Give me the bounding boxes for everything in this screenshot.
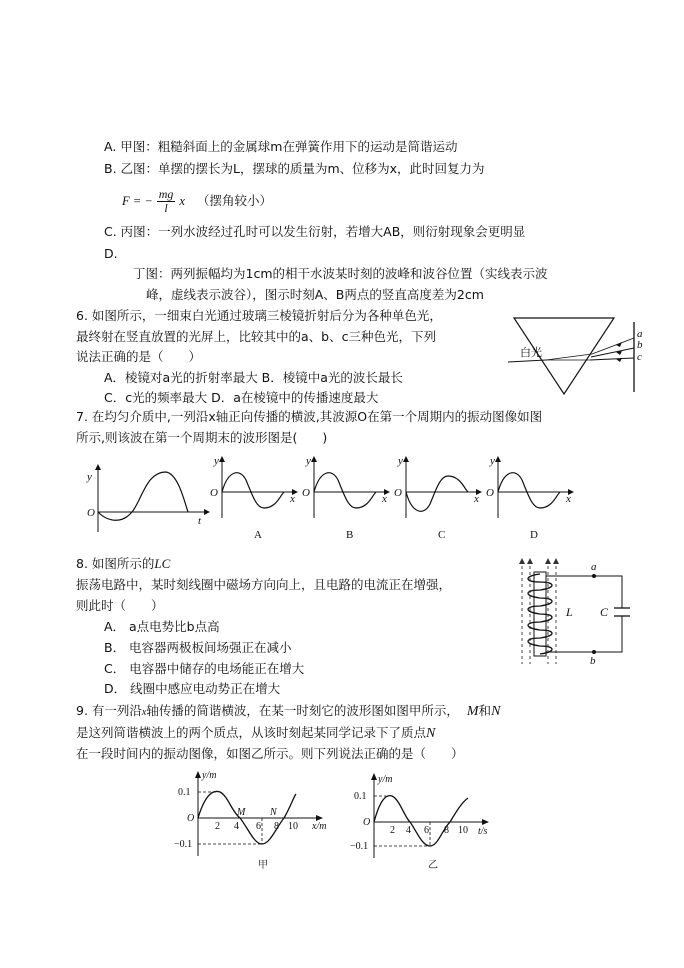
option-d-graph <box>486 455 574 541</box>
svg-text:x: x <box>290 493 295 505</box>
q6-options-ab: A．棱镜对a光的折射率最大 B．棱镜中a光的波长最长 <box>104 370 403 385</box>
svg-text:6: 6 <box>424 825 429 836</box>
q6-stem-line2: 最终射在竖直放置的光屏上，比较其中的a、b、c三种色光，下列 <box>76 329 436 344</box>
svg-text:0.1: 0.1 <box>354 791 367 802</box>
q9-stem-line1: 9. 有一列沿x轴传播的简谐横波，在某一时刻它的波形图如图甲所示， M和N <box>76 703 501 719</box>
q6-stem-line3: 说法正确的是（ ） <box>76 349 202 364</box>
q5-option-d-line2: 峰，虚线表示波谷），图示时刻A、B两点的竖直高度差为2cm <box>146 287 484 302</box>
label-b: b <box>637 339 643 351</box>
svg-text:L: L <box>566 605 573 619</box>
q8-option-d: D． 线圈中感应电动势正在增大 <box>104 681 281 696</box>
option-a-graph <box>210 455 298 541</box>
svg-text:0.1: 0.1 <box>178 787 191 798</box>
svg-text:O: O <box>87 507 95 519</box>
label-c: c <box>637 351 642 363</box>
svg-text:y: y <box>490 455 495 467</box>
option-label: A <box>254 529 262 541</box>
q8-option-c: C． 电容器中储存的电场能正在增大 <box>104 661 305 676</box>
ray-c <box>590 358 634 360</box>
ray-a-inside <box>546 354 592 360</box>
svg-text:O: O <box>486 487 494 499</box>
q6-stem-line1: 6. 如图所示，一细束白光通过玻璃三棱镜折射后分为各种单色光， <box>76 308 442 323</box>
q8-option-a: A． a点电势比b点高 <box>104 619 220 634</box>
lc-symbol: LC <box>154 556 171 571</box>
ray-a <box>592 338 634 354</box>
formula-fraction <box>157 188 176 215</box>
incident-ray <box>508 360 546 362</box>
formula-x: x <box>179 194 185 208</box>
svg-text:10: 10 <box>288 821 298 832</box>
svg-text:O: O <box>187 813 195 824</box>
svg-text:C: C <box>600 605 609 619</box>
svg-text:4: 4 <box>234 821 239 832</box>
option-c-graph <box>394 455 482 541</box>
white-light-label: 白光 <box>520 346 542 359</box>
q7-stem-line2: 所示,则该波在第一个周期末的波形图是( ) <box>76 430 328 445</box>
source-vibration-graph <box>86 464 210 532</box>
svg-text:x: x <box>566 493 571 505</box>
svg-text:−0.1: −0.1 <box>350 841 369 852</box>
svg-text:x: x <box>474 493 479 505</box>
q5-option-d: D. <box>104 246 118 261</box>
formula-lhs: F = − <box>122 194 153 208</box>
q5-formula <box>122 186 272 216</box>
svg-text:a: a <box>591 561 597 573</box>
option-label: B <box>346 529 354 541</box>
option-label: C <box>438 529 446 541</box>
svg-text:2: 2 <box>215 821 220 832</box>
svg-text:6: 6 <box>256 821 261 832</box>
svg-text:O: O <box>210 487 218 499</box>
lc-circuit-figure <box>516 558 636 670</box>
q7-stem-line1: 7. 在均匀介质中,一列沿x轴正向传播的横波,其波源O在第一个周期内的振动图像如图 <box>76 409 543 424</box>
svg-text:t: t <box>198 515 202 527</box>
svg-text:O: O <box>363 817 371 828</box>
svg-text:y: y <box>306 455 311 467</box>
q8-stem-line3: 则此时（ ） <box>76 598 164 613</box>
q9-figure-yi <box>346 772 516 872</box>
svg-text:x/m: x/m <box>312 821 327 832</box>
ray-b <box>591 348 634 357</box>
q9-stem-line2: 是这列简谐横波上的两个质点，从该时刻起某同学记录下了质点N <box>76 725 436 741</box>
svg-text:甲: 甲 <box>258 860 268 871</box>
svg-text:b: b <box>590 655 596 667</box>
svg-text:O: O <box>394 487 402 499</box>
q5-option-b: B. 乙图：单摆的摆长为L，摆球的质量为m、位移为x，此时回复力为 <box>104 161 485 176</box>
q7-figures <box>84 452 584 544</box>
formula-denominator: l <box>164 201 168 215</box>
q8-stem-line1: 8. 如图所示的LC <box>76 556 171 571</box>
option-label: D <box>530 529 538 541</box>
formula-numerator: mg <box>158 187 174 201</box>
q5-option-d-line1: 丁图：两列振幅均为1cm的相干水波某时刻的波峰和波谷位置（实线表示波 <box>133 266 548 281</box>
label-a: a <box>637 328 643 340</box>
svg-text:M: M <box>237 807 246 818</box>
svg-text:t/s: t/s <box>478 826 488 837</box>
svg-text:8: 8 <box>444 825 449 836</box>
prism-figure <box>508 316 648 396</box>
formula-note: （摆角较小） <box>196 193 272 208</box>
svg-text:y/m: y/m <box>202 770 217 781</box>
svg-text:N: N <box>270 807 277 818</box>
svg-text:y: y <box>87 471 92 483</box>
q5-option-a: A. 甲图：粗糙斜面上的金属球m在弹簧作用下的运动是简谐运动 <box>104 139 458 154</box>
q8-option-b: B． 电容器两极板间场强正在减小 <box>104 640 292 655</box>
q9-figure-jia <box>170 768 340 872</box>
svg-text:2: 2 <box>390 825 395 836</box>
svg-text:8: 8 <box>274 821 279 832</box>
svg-text:x: x <box>382 493 387 505</box>
svg-text:−0.1: −0.1 <box>174 839 193 850</box>
q6-options-cd: C．c光的频率最大 D．a在棱镜中的传播速度最大 <box>104 390 379 405</box>
svg-text:乙: 乙 <box>428 860 438 871</box>
svg-text:4: 4 <box>406 825 411 836</box>
svg-text:O: O <box>302 487 310 499</box>
q9-stem-line3: 在一段时间内的振动图像，如图乙所示。则下列说法正确的是（ ） <box>76 746 464 761</box>
svg-text:y: y <box>398 455 403 467</box>
option-b-graph <box>302 455 390 541</box>
q8-stem-line2: 振荡电路中，某时刻线圈中磁场方向向上，且电路的电流正在增强， <box>76 577 452 592</box>
svg-text:y: y <box>214 455 219 467</box>
svg-text:10: 10 <box>458 825 468 836</box>
svg-text:y/m: y/m <box>378 774 393 785</box>
q5-option-c: C. 丙图：一列水波经过孔时可以发生衍射，若增大AB，则衍射现象会更明显 <box>104 224 526 239</box>
